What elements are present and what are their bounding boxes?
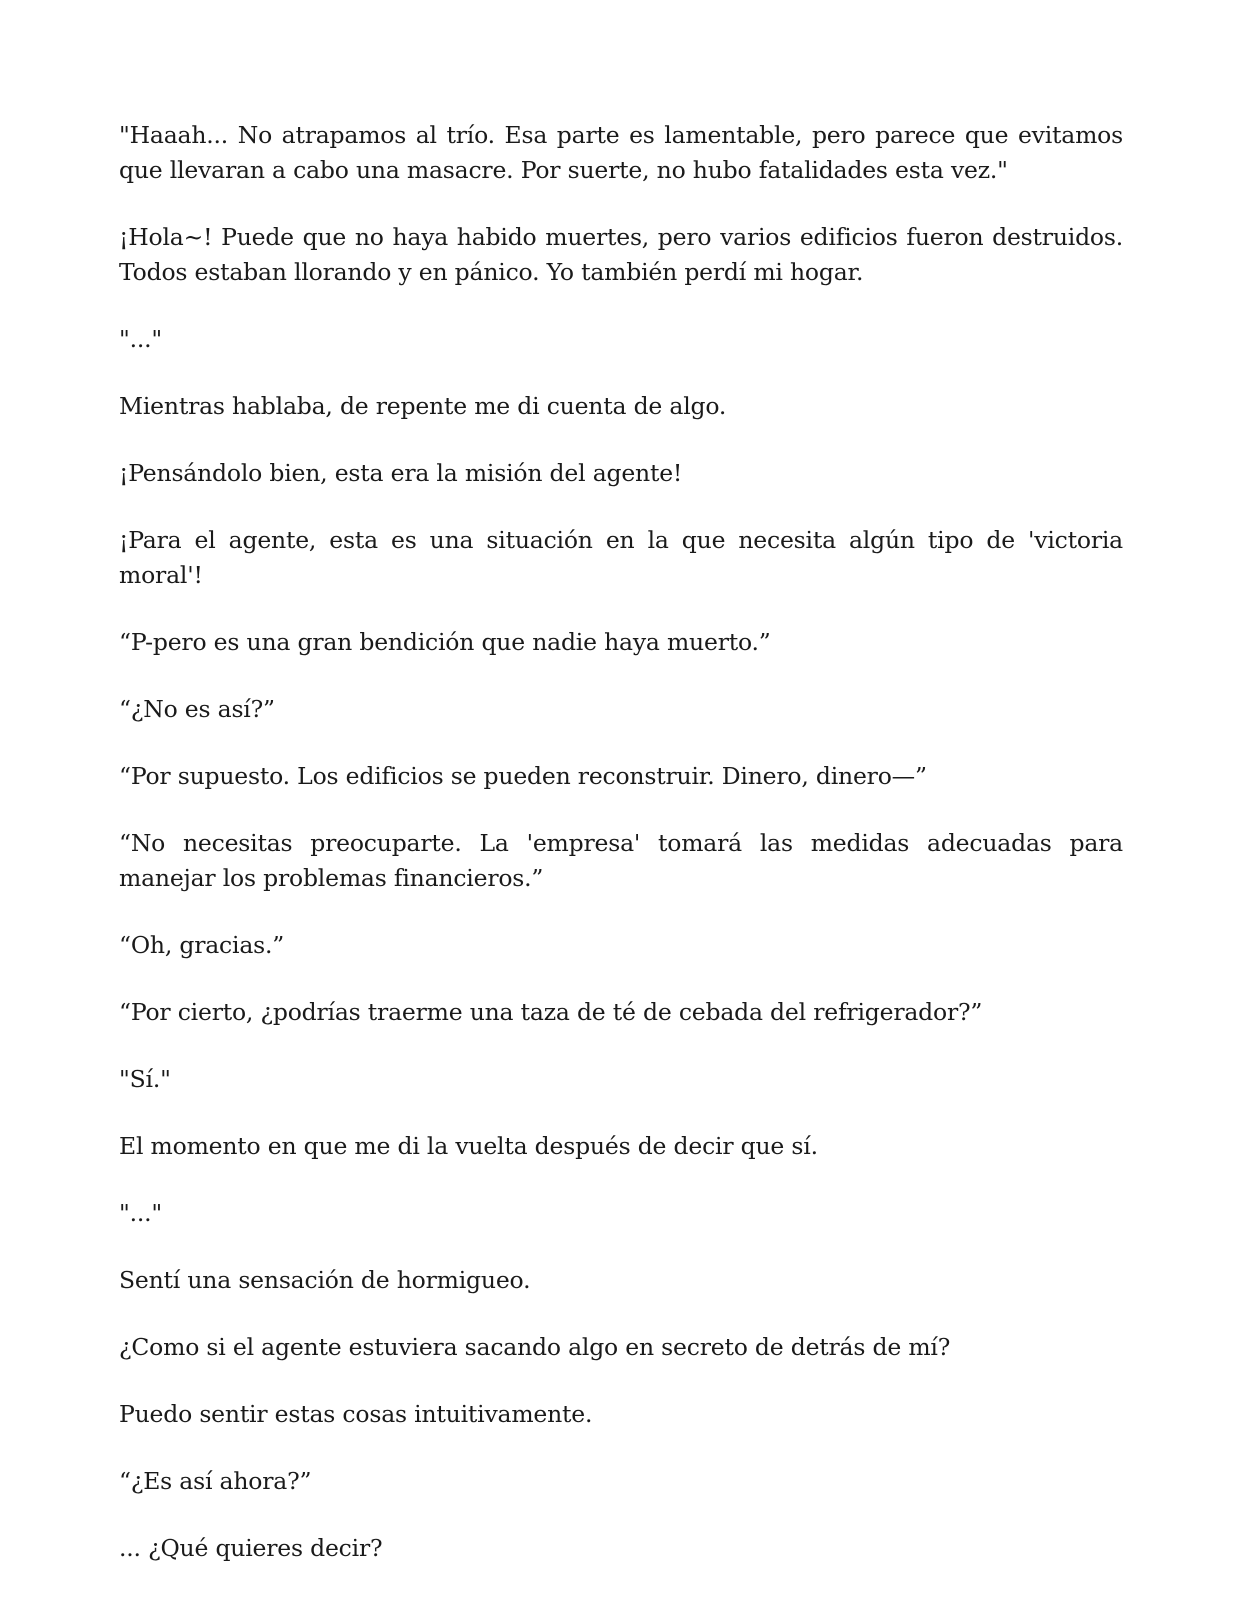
paragraph: ¡Para el agente, esta es una situación en la que necesita algún tipo de 'victoria moral'! (119, 526, 1123, 589)
paragraph: Sentí una sensación de hormigueo. (119, 1266, 531, 1294)
paragraph: "Sí." (119, 1065, 171, 1093)
paragraph: “Por supuesto. Los edificios se pueden reconstruir. Dinero, dinero—” (119, 762, 927, 790)
paragraph: Puedo sentir estas cosas intuitivamente. (119, 1400, 593, 1428)
paragraph: “¿Es así ahora?” (119, 1467, 312, 1495)
paragraph: ¡Pensándolo bien, esta era la misión del agente! (119, 459, 683, 487)
paragraph: El momento en que me di la vuelta después de decir que sí. (119, 1132, 818, 1160)
paragraph: “¿No es así?” (119, 695, 275, 723)
paragraph: “No necesitas preocuparte. La 'empresa' tomará las medidas adecuadas para manejar los problemas financieros.” (119, 829, 1123, 892)
paragraph: ... ¿Qué quieres decir? (119, 1534, 383, 1562)
paragraph: "Haaah... No atrapamos al trío. Esa parte es lamentable, pero parece que evitamos que llevaran a cabo una masacre. Por suerte, no hubo fatalidades esta vez." (119, 121, 1123, 184)
paragraph: “P-pero es una gran bendición que nadie haya muerto.” (119, 628, 771, 656)
paragraph: ¡Hola~! Puede que no haya habido muertes, pero varios edificios fueron destruidos. Todos estaban llorando y en pánico. Yo también perdí mi hogar. (119, 223, 1123, 286)
paragraph: “Oh, gracias.” (119, 931, 285, 959)
paragraph: "..." (119, 1199, 163, 1227)
paragraph: ¿Como si el agente estuviera sacando algo en secreto de detrás de mí? (119, 1333, 951, 1361)
paragraph: Mientras hablaba, de repente me di cuenta de algo. (119, 392, 727, 420)
paragraph: “Por cierto, ¿podrías traerme una taza de té de cebada del refrigerador?” (119, 998, 983, 1026)
paragraph: "..." (119, 325, 163, 353)
text-body (119, 118, 1123, 1598)
